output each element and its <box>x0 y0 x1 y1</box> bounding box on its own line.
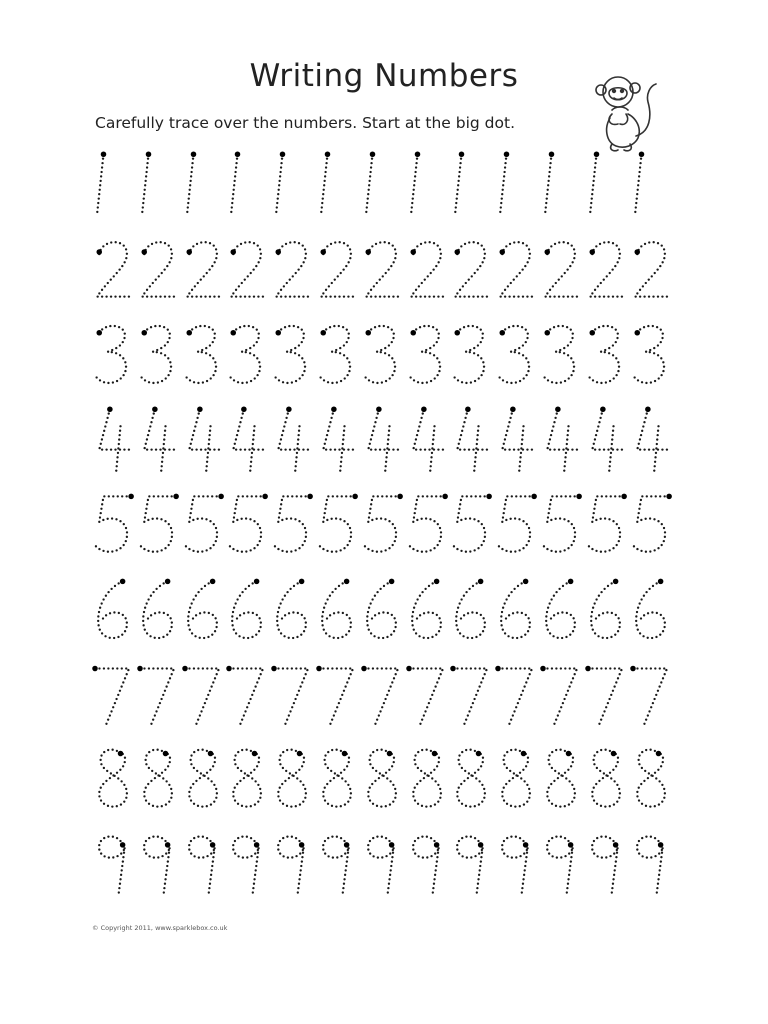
tracing-digit <box>583 575 627 643</box>
tracing-digit <box>538 830 582 898</box>
tracing-digit <box>448 320 492 388</box>
tracing-digit <box>224 490 268 558</box>
tracing-digit <box>135 830 179 898</box>
tracing-digit <box>359 660 403 728</box>
tracing-digit <box>493 150 537 218</box>
tracing-digit <box>538 150 582 218</box>
tracing-digit <box>404 235 448 303</box>
tracing-digit <box>359 150 403 218</box>
tracing-digit <box>180 660 224 728</box>
tracing-digit <box>180 320 224 388</box>
tracing-digit <box>269 490 313 558</box>
tracing-digit <box>359 575 403 643</box>
tracing-digit <box>448 745 492 813</box>
tracing-digit <box>269 660 313 728</box>
tracing-digit <box>538 490 582 558</box>
tracing-digit <box>224 575 268 643</box>
tracing-digit <box>493 660 537 728</box>
tracing-digit <box>404 490 448 558</box>
tracing-digit <box>314 320 358 388</box>
tracing-digit <box>359 490 403 558</box>
tracing-digit <box>448 575 492 643</box>
digit-row-8 <box>90 745 670 830</box>
tracing-digit <box>224 235 268 303</box>
tracing-digit <box>628 660 672 728</box>
tracing-digit <box>538 235 582 303</box>
tracing-digit <box>404 405 448 473</box>
tracing-digit <box>90 660 134 728</box>
tracing-digit <box>269 405 313 473</box>
tracing-digit <box>224 660 268 728</box>
tracing-digit <box>448 235 492 303</box>
tracing-digit <box>448 490 492 558</box>
tracing-digit <box>269 150 313 218</box>
tracing-digit <box>583 830 627 898</box>
tracing-digit <box>359 320 403 388</box>
tracing-digit <box>493 745 537 813</box>
tracing-digit <box>628 745 672 813</box>
tracing-digit <box>628 575 672 643</box>
digit-row-3 <box>90 320 670 405</box>
tracing-digit <box>583 745 627 813</box>
tracing-digit <box>493 405 537 473</box>
tracing-digit <box>628 235 672 303</box>
tracing-digit <box>628 405 672 473</box>
tracing-digit <box>224 405 268 473</box>
monkey-icon <box>588 66 660 154</box>
tracing-digit <box>90 320 134 388</box>
tracing-digit <box>269 830 313 898</box>
digit-row-5 <box>90 490 670 575</box>
tracing-digit <box>224 150 268 218</box>
tracing-digit <box>314 830 358 898</box>
tracing-digit <box>583 150 627 218</box>
tracing-digit <box>180 150 224 218</box>
copyright-notice: © Copyright 2011, www.sparklebox.co.uk <box>92 924 228 932</box>
tracing-digit <box>628 150 672 218</box>
tracing-digit <box>538 745 582 813</box>
tracing-digit <box>314 660 358 728</box>
tracing-digit <box>135 745 179 813</box>
tracing-digit <box>493 830 537 898</box>
digit-row-1 <box>90 150 670 235</box>
tracing-digit <box>90 830 134 898</box>
tracing-digit <box>135 660 179 728</box>
tracing-digit <box>628 830 672 898</box>
tracing-digit <box>583 405 627 473</box>
tracing-digit <box>404 320 448 388</box>
digit-row-6 <box>90 575 670 660</box>
tracing-digit <box>180 405 224 473</box>
tracing-digit <box>135 150 179 218</box>
tracing-digit <box>180 830 224 898</box>
digit-row-9 <box>90 830 670 915</box>
tracing-digit <box>583 660 627 728</box>
tracing-digit <box>135 405 179 473</box>
tracing-digit <box>224 830 268 898</box>
tracing-digit <box>583 235 627 303</box>
tracing-digit <box>359 745 403 813</box>
tracing-digit <box>359 405 403 473</box>
tracing-digit <box>359 235 403 303</box>
tracing-digit <box>90 745 134 813</box>
tracing-digit <box>269 235 313 303</box>
tracing-digit <box>493 490 537 558</box>
tracing-digit <box>224 320 268 388</box>
tracing-digit <box>493 320 537 388</box>
tracing-digit <box>90 150 134 218</box>
tracing-digit <box>135 575 179 643</box>
tracing-digit <box>90 405 134 473</box>
tracing-digit <box>493 575 537 643</box>
tracing-digit <box>538 575 582 643</box>
tracing-digit <box>269 745 313 813</box>
tracing-digit <box>90 235 134 303</box>
tracing-digit <box>404 830 448 898</box>
tracing-digit <box>314 575 358 643</box>
tracing-digit <box>90 490 134 558</box>
tracing-digit <box>404 745 448 813</box>
tracing-digit <box>538 320 582 388</box>
instructions-text: Carefully trace over the numbers. Start at the big dot. <box>95 114 515 132</box>
tracing-digit <box>404 660 448 728</box>
tracing-digit <box>448 830 492 898</box>
tracing-digit <box>583 490 627 558</box>
tracing-digit <box>180 235 224 303</box>
tracing-digit <box>314 235 358 303</box>
tracing-digit <box>90 575 134 643</box>
tracing-digit <box>628 320 672 388</box>
digit-row-4 <box>90 405 670 490</box>
tracing-digit <box>538 405 582 473</box>
digit-row-7 <box>90 660 670 745</box>
tracing-digit <box>448 405 492 473</box>
tracing-digit <box>135 235 179 303</box>
tracing-digit <box>448 150 492 218</box>
tracing-digit <box>314 745 358 813</box>
tracing-digit <box>493 235 537 303</box>
tracing-digit <box>180 490 224 558</box>
tracing-grid <box>90 150 670 915</box>
digit-row-2 <box>90 235 670 320</box>
tracing-digit <box>628 490 672 558</box>
tracing-digit <box>314 490 358 558</box>
tracing-digit <box>448 660 492 728</box>
tracing-digit <box>359 830 403 898</box>
tracing-digit <box>135 490 179 558</box>
tracing-digit <box>583 320 627 388</box>
tracing-digit <box>404 575 448 643</box>
tracing-digit <box>314 405 358 473</box>
tracing-digit <box>269 320 313 388</box>
worksheet-title: Writing Numbers <box>249 58 519 94</box>
tracing-digit <box>135 320 179 388</box>
tracing-digit <box>224 745 268 813</box>
tracing-digit <box>269 575 313 643</box>
tracing-digit <box>180 575 224 643</box>
tracing-digit <box>314 150 358 218</box>
tracing-digit <box>538 660 582 728</box>
tracing-digit <box>404 150 448 218</box>
tracing-digit <box>180 745 224 813</box>
